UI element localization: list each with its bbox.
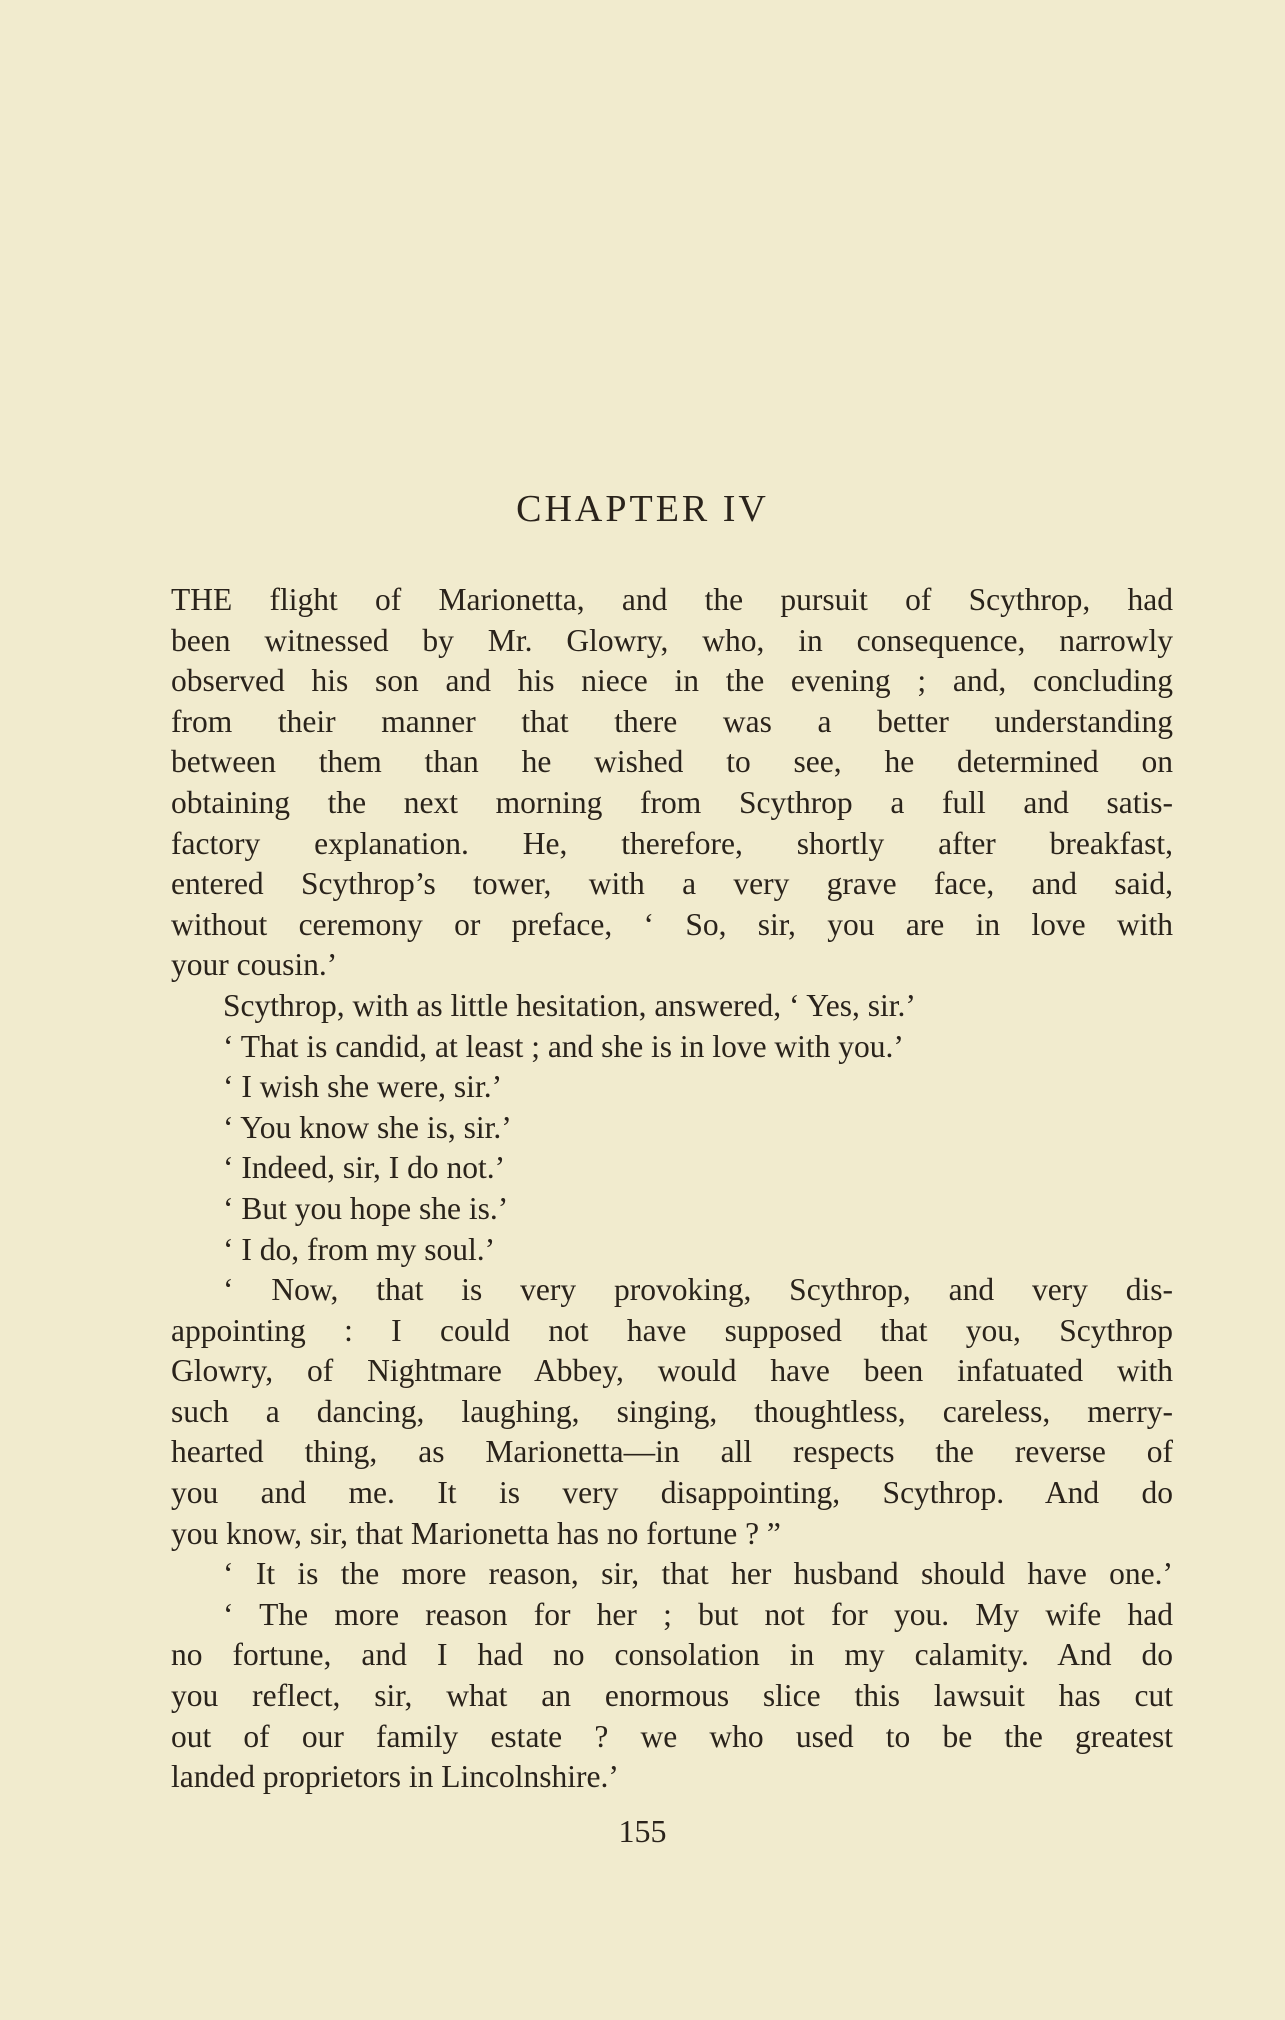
text-line: you and me. It is very disappointing, Scythrop. And do bbox=[171, 1475, 1173, 1511]
text-line bbox=[171, 580, 1173, 621]
text-line: ‘ But you hope she is.’ bbox=[223, 1190, 509, 1226]
text-line: ‘ I wish she were, sir.’ bbox=[223, 1069, 503, 1105]
text-line: you know, sir, that Marionetta has no fortune ? ” bbox=[171, 1515, 781, 1551]
text-line: you reflect, sir, what an enormous slice this lawsuit has cut bbox=[171, 1678, 1173, 1714]
text-line: ‘ Indeed, sir, I do not.’ bbox=[223, 1150, 506, 1186]
text-line: factory explanation. He, therefore, shortly after breakfast, bbox=[171, 825, 1173, 861]
text-line: between them than he wished to see, he determined on bbox=[171, 744, 1173, 780]
text-line: ‘ It is the more reason, sir, that her husband should have one.’ bbox=[223, 1556, 1173, 1592]
text-line: hearted thing, as Marionetta—in all respects the reverse of bbox=[171, 1434, 1173, 1470]
text-line: Glowry, of Nightmare Abbey, would have been infatuated with bbox=[171, 1353, 1173, 1389]
text-line: ‘ That is candid, at least ; and she is in love with you.’ bbox=[223, 1028, 904, 1064]
text-line: observed his son and his niece in the evening ; and, concluding bbox=[171, 663, 1173, 699]
text-line: such a dancing, laughing, singing, thoughtless, careless, merry- bbox=[171, 1393, 1173, 1429]
text-line: ‘ The more reason for her ; but not for you. My wife had bbox=[223, 1596, 1173, 1632]
text-line-content: flight of Marionetta, and the pursuit of Scythrop, had bbox=[232, 582, 1173, 617]
text-line: no fortune, and I had no consolation in my calamity. And do bbox=[171, 1637, 1173, 1673]
text-line: ‘ Now, that is very provoking, Scythrop, and very dis- bbox=[223, 1272, 1173, 1308]
chapter-lead-word: THE bbox=[171, 582, 233, 617]
text-line: ‘ I do, from my soul.’ bbox=[223, 1231, 496, 1267]
body-text bbox=[171, 580, 1173, 1798]
text-line: Scythrop, with as little hesitation, answered, ‘ Yes, sir.’ bbox=[223, 987, 916, 1023]
page-number: 155 bbox=[618, 1813, 667, 1849]
text-line: appointing : I could not have supposed that you, Scythrop bbox=[171, 1312, 1173, 1348]
text-line: obtaining the next morning from Scythrop a full and satis- bbox=[171, 784, 1173, 820]
text-line: without ceremony or preface, ‘ So, sir, you are in love with bbox=[171, 906, 1173, 942]
text-line: ‘ You know she is, sir.’ bbox=[223, 1109, 512, 1145]
chapter-heading: CHAPTER IV bbox=[516, 488, 769, 530]
text-line: your cousin.’ bbox=[171, 947, 338, 983]
text-line: been witnessed by Mr. Glowry, who, in consequence, narrowly bbox=[171, 622, 1173, 658]
text-line: from their manner that there was a better understanding bbox=[171, 703, 1173, 739]
text-line: entered Scythrop’s tower, with a very grave face, and said, bbox=[171, 866, 1173, 902]
text-line: out of our family estate ? we who used to be the greatest bbox=[171, 1718, 1173, 1754]
text-line: landed proprietors in Lincolnshire.’ bbox=[171, 1759, 619, 1795]
